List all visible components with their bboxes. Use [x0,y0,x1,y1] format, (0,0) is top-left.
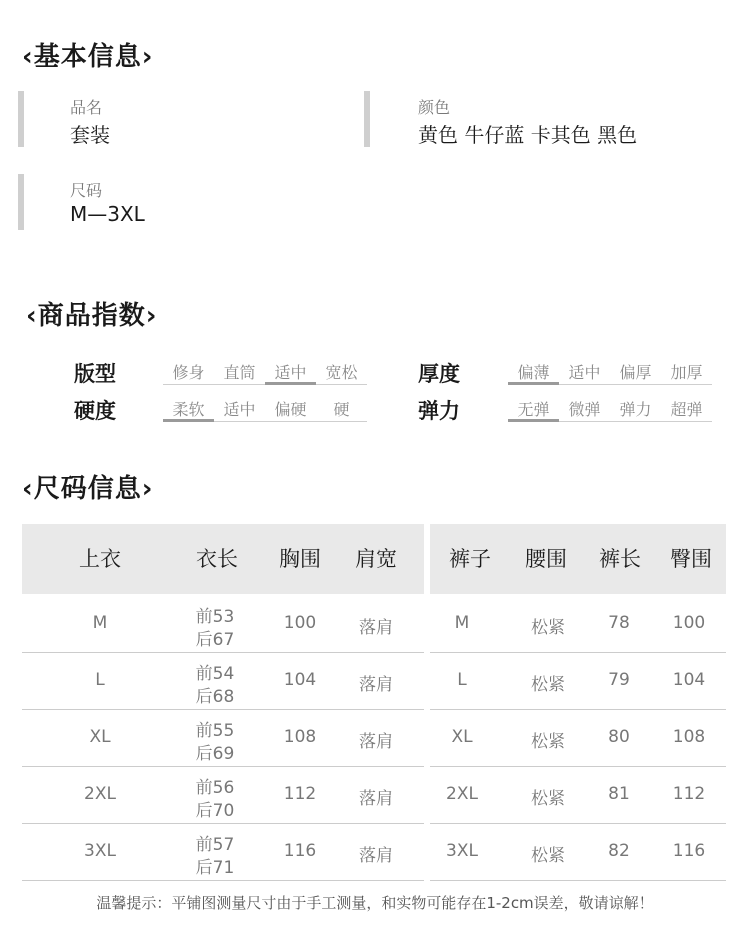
table-cell: XL [89,726,111,747]
table-cell: 后68 [195,686,235,707]
info-bar [18,91,24,147]
table-cell: 108 [283,726,317,747]
table-cell: 100 [672,612,706,633]
index-option: 超弹 [661,397,712,422]
index-option: 适中 [265,360,316,385]
section-title-size-info: ‹尺码信息› [22,474,154,504]
table-cell: 松紧 [531,674,565,695]
index-label: 厚度 [418,362,460,386]
info-bar [18,174,24,230]
table-cell: 前53 [195,606,235,627]
index-label: 弹力 [418,399,460,423]
section-title-product-index: ‹商品指数› [26,301,158,331]
table-header-cell: 腰围 [525,547,567,571]
table-cell: 3XL [446,840,478,861]
index-option: 直筒 [214,360,265,385]
index-options [508,397,712,422]
table-cell: 116 [283,840,317,861]
table-cell: 100 [283,612,317,633]
table-header-cell: 肩宽 [355,547,397,571]
table-cell: 104 [283,669,317,690]
table-header-cell: 臀围 [670,547,712,571]
index-option: 适中 [214,397,265,422]
index-options [163,360,367,385]
table-cell: 78 [608,612,630,633]
table-cell: 前54 [195,663,235,684]
row-divider [22,766,424,767]
index-option: 偏薄 [508,360,559,385]
index-option: 适中 [559,360,610,385]
index-label: 版型 [74,362,116,386]
info-value: 黄色 牛仔蓝 卡其色 黑色 [418,123,638,147]
table-cell: XL [451,726,473,747]
info-value: 套装 [70,123,110,147]
table-cell: 松紧 [531,788,565,809]
table-header-cell: 衣长 [196,547,238,571]
table-cell: 落肩 [359,845,393,866]
row-divider [22,880,424,881]
table-cell: 104 [672,669,706,690]
table-cell: 落肩 [359,788,393,809]
row-divider [22,652,424,653]
table-cell: 松紧 [531,617,565,638]
index-option: 偏厚 [610,360,661,385]
index-option: 弹力 [610,397,661,422]
table-header-cell: 裤子 [449,547,491,571]
index-option: 柔软 [163,397,214,422]
table-header-cell: 裤长 [599,547,641,571]
table-cell: 松紧 [531,845,565,866]
table-cell: L [95,669,105,690]
table-cell: 后67 [195,629,235,650]
table-cell: 2XL [84,783,116,804]
table-cell: 108 [672,726,706,747]
info-value: M—3XL [70,202,145,226]
index-option: 硬 [316,397,367,422]
table-cell: M [92,612,108,633]
table-cell: L [457,669,467,690]
table-cell: 112 [283,783,317,804]
info-label: 品名 [70,98,103,117]
row-divider [430,652,726,653]
row-divider [430,766,726,767]
table-cell: 松紧 [531,731,565,752]
index-options [508,360,712,385]
table-cell: 后71 [195,857,235,878]
info-bar [364,91,370,147]
section-title-basic-info: ‹基本信息› [22,42,154,72]
table-cell: 落肩 [359,674,393,695]
index-option: 宽松 [316,360,367,385]
table-cell: 前57 [195,834,235,855]
table-cell: M [454,612,470,633]
row-divider [22,823,424,824]
table-cell: 落肩 [359,731,393,752]
row-divider [22,709,424,710]
index-option: 加厚 [661,360,712,385]
table-cell: 80 [608,726,630,747]
row-divider [430,880,726,881]
table-cell: 116 [672,840,706,861]
table-header-cell: 上衣 [79,547,121,571]
table-cell: 前56 [195,777,235,798]
index-option: 微弹 [559,397,610,422]
table-cell: 后70 [195,800,235,821]
table-cell: 落肩 [359,617,393,638]
info-label: 颜色 [418,98,451,117]
table-cell: 82 [608,840,630,861]
row-divider [430,709,726,710]
index-option: 偏硬 [265,397,316,422]
measurement-note: 温馨提示：平铺图测量尺寸由于手工测量，和实物可能存在1-2cm误差，敬请谅解！ [96,894,654,912]
row-divider [430,823,726,824]
table-cell: 81 [608,783,630,804]
table-cell: 112 [672,783,706,804]
index-label: 硬度 [74,399,116,423]
table-cell: 后69 [195,743,235,764]
info-block-size [18,174,338,230]
index-options [163,397,367,422]
info-block-color [364,91,734,147]
table-cell: 3XL [84,840,116,861]
table-cell: 79 [608,669,630,690]
info-block-name [18,91,338,147]
table-cell: 2XL [446,783,478,804]
table-cell: 前55 [195,720,235,741]
index-option: 无弹 [508,397,559,422]
info-label: 尺码 [70,181,103,200]
index-option: 修身 [163,360,214,385]
table-header-cell: 胸围 [279,547,321,571]
